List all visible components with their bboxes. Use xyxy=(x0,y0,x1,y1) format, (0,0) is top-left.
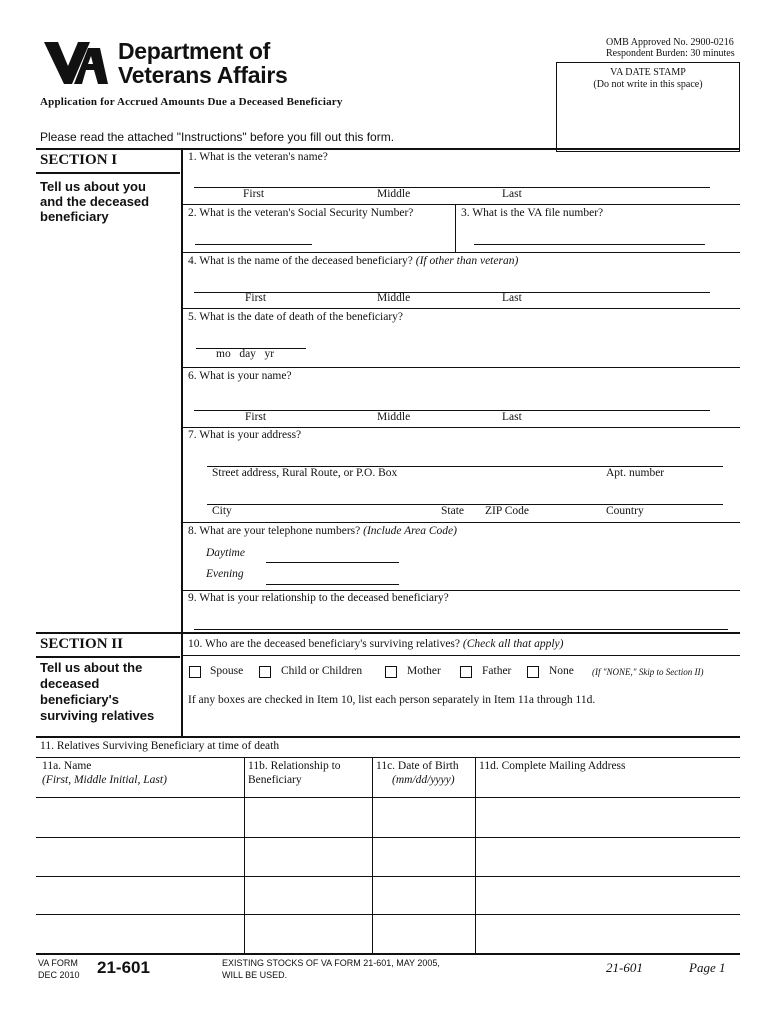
none-skip-note: (If "NONE," Skip to Section II) xyxy=(592,667,704,677)
stamp-title: VA DATE STAMP xyxy=(610,67,686,78)
footer-form-number: 21-601 xyxy=(97,958,150,977)
spouse-label: Spouse xyxy=(210,665,244,677)
stamp-note: (Do not write in this space) xyxy=(593,79,703,90)
va-date-stamp-box xyxy=(556,62,740,152)
col-d-header: 11d. Complete Mailing Address xyxy=(479,760,626,772)
table-header-top xyxy=(36,757,740,758)
street-label: Street address, Rural Route, or P.O. Box xyxy=(212,467,398,479)
q8-text: 8. What are your telephone numbers? xyxy=(188,525,361,537)
mother-label: Mother xyxy=(407,665,441,677)
evening-phone-input[interactable] xyxy=(266,570,399,585)
form-title: Application for Accrued Amounts Due a Deceased Beneficiary xyxy=(40,96,343,108)
q10-instruction: If any boxes are checked in Item 10, list each person separately in Item 11a through 11d. xyxy=(188,694,596,706)
footer-page: Page 1 xyxy=(689,960,726,975)
section2-heading-rule xyxy=(36,656,180,658)
footer-form-ref: 21-601 xyxy=(606,960,643,975)
street-address-input[interactable] xyxy=(207,452,723,467)
country-label: Country xyxy=(606,505,644,517)
section1-divider xyxy=(181,148,183,632)
q9-label: 9. What is your relationship to the deceased beneficiary? xyxy=(188,592,449,604)
apt-label: Apt. number xyxy=(606,467,665,479)
section1-bottom-rule xyxy=(36,632,740,634)
q1-label: 1. What is the veteran's name? xyxy=(188,151,328,163)
table-bottom-rule xyxy=(36,953,740,955)
state-label: State xyxy=(441,505,464,517)
q2-label: 2. What is the veteran's Social Security Number? xyxy=(188,207,414,219)
va-logo xyxy=(44,40,108,88)
col-a-note: (First, Middle Initial, Last) xyxy=(42,774,167,786)
q1-middle: Middle xyxy=(377,188,411,200)
daytime-label: Daytime xyxy=(206,547,245,559)
section2-divider xyxy=(181,632,183,736)
q4-last: Last xyxy=(502,292,522,304)
table-row[interactable] xyxy=(36,915,740,953)
evening-label: Evening xyxy=(206,568,244,580)
q10-label xyxy=(188,638,563,650)
date-of-death-input[interactable] xyxy=(196,334,306,349)
va-file-number-input[interactable] xyxy=(474,230,705,245)
city-label: City xyxy=(212,505,232,517)
q10-note: (Check all that apply) xyxy=(462,638,564,650)
col-a-header: 11a. Name xyxy=(42,760,92,772)
q8-label xyxy=(188,525,457,537)
table-row[interactable] xyxy=(36,798,740,836)
q1-last: Last xyxy=(502,188,522,200)
q1-first: First xyxy=(243,188,265,200)
none-checkbox[interactable] xyxy=(527,666,539,678)
section1-heading-rule xyxy=(36,172,180,174)
daytime-phone-input[interactable] xyxy=(266,548,399,563)
footer-va-form: VA FORM xyxy=(38,958,78,968)
q8-note: (Include Area Code) xyxy=(363,525,457,537)
table-title: 11. Relatives Surviving Beneficiary at time of death xyxy=(40,740,280,752)
col-b-header2: Beneficiary xyxy=(248,774,302,786)
q5-rule xyxy=(182,367,740,368)
footer-date: DEC 2010 xyxy=(38,970,80,980)
your-name-input[interactable] xyxy=(194,396,710,411)
veteran-name-input[interactable] xyxy=(194,173,710,188)
q2-rule xyxy=(182,252,740,253)
date-parts-label: mo day yr xyxy=(216,348,275,360)
section2-subheading: Tell us about the deceased beneficiary's surviving relatives xyxy=(40,660,155,723)
section1-subheading: Tell us about you and the deceased beneficiary xyxy=(40,179,150,224)
father-checkbox[interactable] xyxy=(460,666,472,678)
spouse-checkbox[interactable] xyxy=(189,666,201,678)
q6-rule xyxy=(182,427,740,428)
section2-heading: SECTION II xyxy=(40,636,123,652)
q10-text: 10. Who are the deceased beneficiary's surviving relatives? xyxy=(188,638,460,650)
q8-rule xyxy=(182,590,740,591)
q4-text: 4. What is the name of the deceased beneficiary? xyxy=(188,255,413,267)
col-c-note: (mm/dd/yyyy) xyxy=(392,774,455,786)
q1-rule xyxy=(182,204,740,205)
q4-rule xyxy=(182,308,740,309)
q4-first: First xyxy=(245,292,267,304)
q7-rule xyxy=(182,522,740,523)
father-label: Father xyxy=(482,665,512,677)
q6-last: Last xyxy=(502,411,522,423)
q4-label xyxy=(188,255,518,267)
beneficiary-name-input[interactable] xyxy=(194,278,710,293)
agency-name-line1: Department of xyxy=(118,38,271,64)
omb-number: OMB Approved No. 2900-0216 xyxy=(606,37,734,48)
section2-bottom-rule xyxy=(36,736,740,738)
footer-stocks-line2: WILL BE USED. xyxy=(222,970,288,980)
q6-middle: Middle xyxy=(377,411,411,423)
instructions-note: Please read the attached "Instructions" before you fill out this form. xyxy=(40,130,395,144)
zip-label: ZIP Code xyxy=(485,505,529,517)
section1-heading: SECTION I xyxy=(40,152,118,168)
q6-first: First xyxy=(245,411,267,423)
q2-q3-divider xyxy=(455,204,456,252)
q3-label: 3. What is the VA file number? xyxy=(461,207,604,219)
q7-label: 7. What is your address? xyxy=(188,429,302,441)
top-rule xyxy=(36,148,740,150)
children-label: Child or Children xyxy=(281,665,363,677)
relationship-input[interactable] xyxy=(194,615,728,630)
children-checkbox[interactable] xyxy=(259,666,271,678)
col-c-header: 11c. Date of Birth xyxy=(376,760,459,772)
q4-note: (If other than veteran) xyxy=(415,255,519,267)
ssn-input[interactable] xyxy=(195,230,312,245)
q4-middle: Middle xyxy=(377,292,411,304)
table-row[interactable] xyxy=(36,838,740,876)
mother-checkbox[interactable] xyxy=(385,666,397,678)
table-row[interactable] xyxy=(36,877,740,914)
city-state-zip-input[interactable] xyxy=(207,490,723,505)
footer-stocks-line1: EXISTING STOCKS OF VA FORM 21-601, MAY 2005, xyxy=(222,958,440,968)
agency-name-line2: Veterans Affairs xyxy=(118,62,288,88)
q6-label: 6. What is your name? xyxy=(188,370,292,382)
none-label: None xyxy=(549,665,574,677)
col-b-header: 11b. Relationship to xyxy=(248,760,341,772)
va-seal-icon xyxy=(44,40,108,88)
q5-label: 5. What is the date of death of the beneficiary? xyxy=(188,311,404,323)
respondent-burden: Respondent Burden: 30 minutes xyxy=(606,48,735,59)
q10-rule xyxy=(182,655,740,656)
